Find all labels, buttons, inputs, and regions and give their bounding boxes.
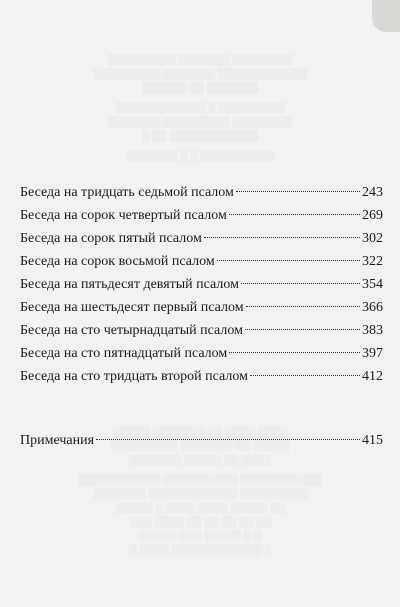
toc-entry-0[interactable]	[20, 181, 383, 204]
dot-leader	[245, 329, 360, 330]
toc-entry-title: Беседа на сорок пятый псалом	[20, 231, 202, 246]
toc-entry-4[interactable]	[20, 273, 383, 296]
dot-leader	[241, 283, 360, 284]
toc-entry-title: Беседа на тридцать седьмой псалом	[20, 185, 234, 200]
toc-entry-title: Беседа на сто пятнадцатый псалом	[20, 346, 228, 361]
dot-leader	[246, 306, 360, 307]
toc-entry-title: Беседа на шестьдесят первый псалом	[20, 300, 244, 315]
toc-entry-title: Беседа на сто четырнадцатый псалом	[20, 323, 243, 338]
table-of-contents	[20, 181, 383, 388]
toc-entry-page: 322	[362, 254, 383, 269]
bleed-through-text: ░░░░░░░░░ ░░░░░░░ ░░░░░░░░ ░░░░░░░░░ ░░░░░░░ ░░░░░░░░░░░░ ░░░░░░ ░░ ░░░░░░░ ░░░░░░░░░░░░ ░ ░░░░░░░░░ ░░░░░░░ ░░░░░░░░░ ░░░░░░░░ ░ ░░ ░░░░░░░░░░░░ ░░░░░░░ ░ ░ ░░░░░░░░░░	[93, 55, 307, 162]
toc-entry-1[interactable]	[20, 204, 383, 227]
toc-entry-8[interactable]	[20, 365, 383, 388]
toc-entry-6[interactable]	[20, 319, 383, 342]
dot-leader	[204, 237, 360, 238]
toc-entry-title: Беседа на сорок восьмой псалом	[20, 254, 215, 269]
notes-page: 415	[362, 433, 383, 448]
dot-leader	[229, 214, 360, 215]
dot-leader	[236, 191, 360, 192]
toc-entry-title: Беседа на пятьдесят девятый псалом	[20, 277, 239, 292]
dot-leader	[250, 375, 360, 376]
toc-entry-page: 243	[362, 185, 383, 200]
toc-entry-page: 397	[362, 346, 383, 361]
toc-entry-5[interactable]	[20, 296, 383, 319]
toc-entry-page: 354	[362, 277, 383, 292]
toc-entry-page: 412	[362, 369, 383, 384]
toc-entry-title: Беседа на сорок четвертый псалом	[20, 208, 227, 223]
toc-entry-3[interactable]	[20, 250, 383, 273]
toc-entry-page: 383	[362, 323, 383, 338]
notes-title: Примечания	[20, 433, 95, 448]
toc-entry-page: 366	[362, 300, 383, 315]
toc-entry-page: 269	[362, 208, 383, 223]
bleed-through-imprint: ░░░░░ ░░░░░░░ ░░ ░░░░ ░░░░ ░░░░░░░░░ ░░░░░░░ ░░ ░░░░░ ░░░░░░░ ░░░░░ ░░ ░░░░ ░░░░░░░░░░░ ░░░░░░░░░░ ░░░░░░░░░░░ ░░░░░░░ ░░░░░░░░░░░░ ░░░░░░░░░ ░░░░░ ░ ░░░░ ░░░░ ░░░░░ ░░ ░░░ ░░░░ ░░ ░░ ░░ ░░ ░░ ░░░░░ ░░░ ░░░░░ ░ ░ ░ ░░░░ ░░░░░░░░░░░░ ░	[78, 427, 322, 556]
toc-entry-2[interactable]	[20, 227, 383, 250]
dot-leader	[229, 352, 360, 353]
toc-entry-7[interactable]	[20, 342, 383, 365]
toc-entry-page: 302	[362, 231, 383, 246]
dot-leader	[217, 260, 360, 261]
corner-logo	[372, 0, 400, 32]
toc-entry-title: Беседа на сто тридцать второй псалом	[20, 369, 248, 384]
